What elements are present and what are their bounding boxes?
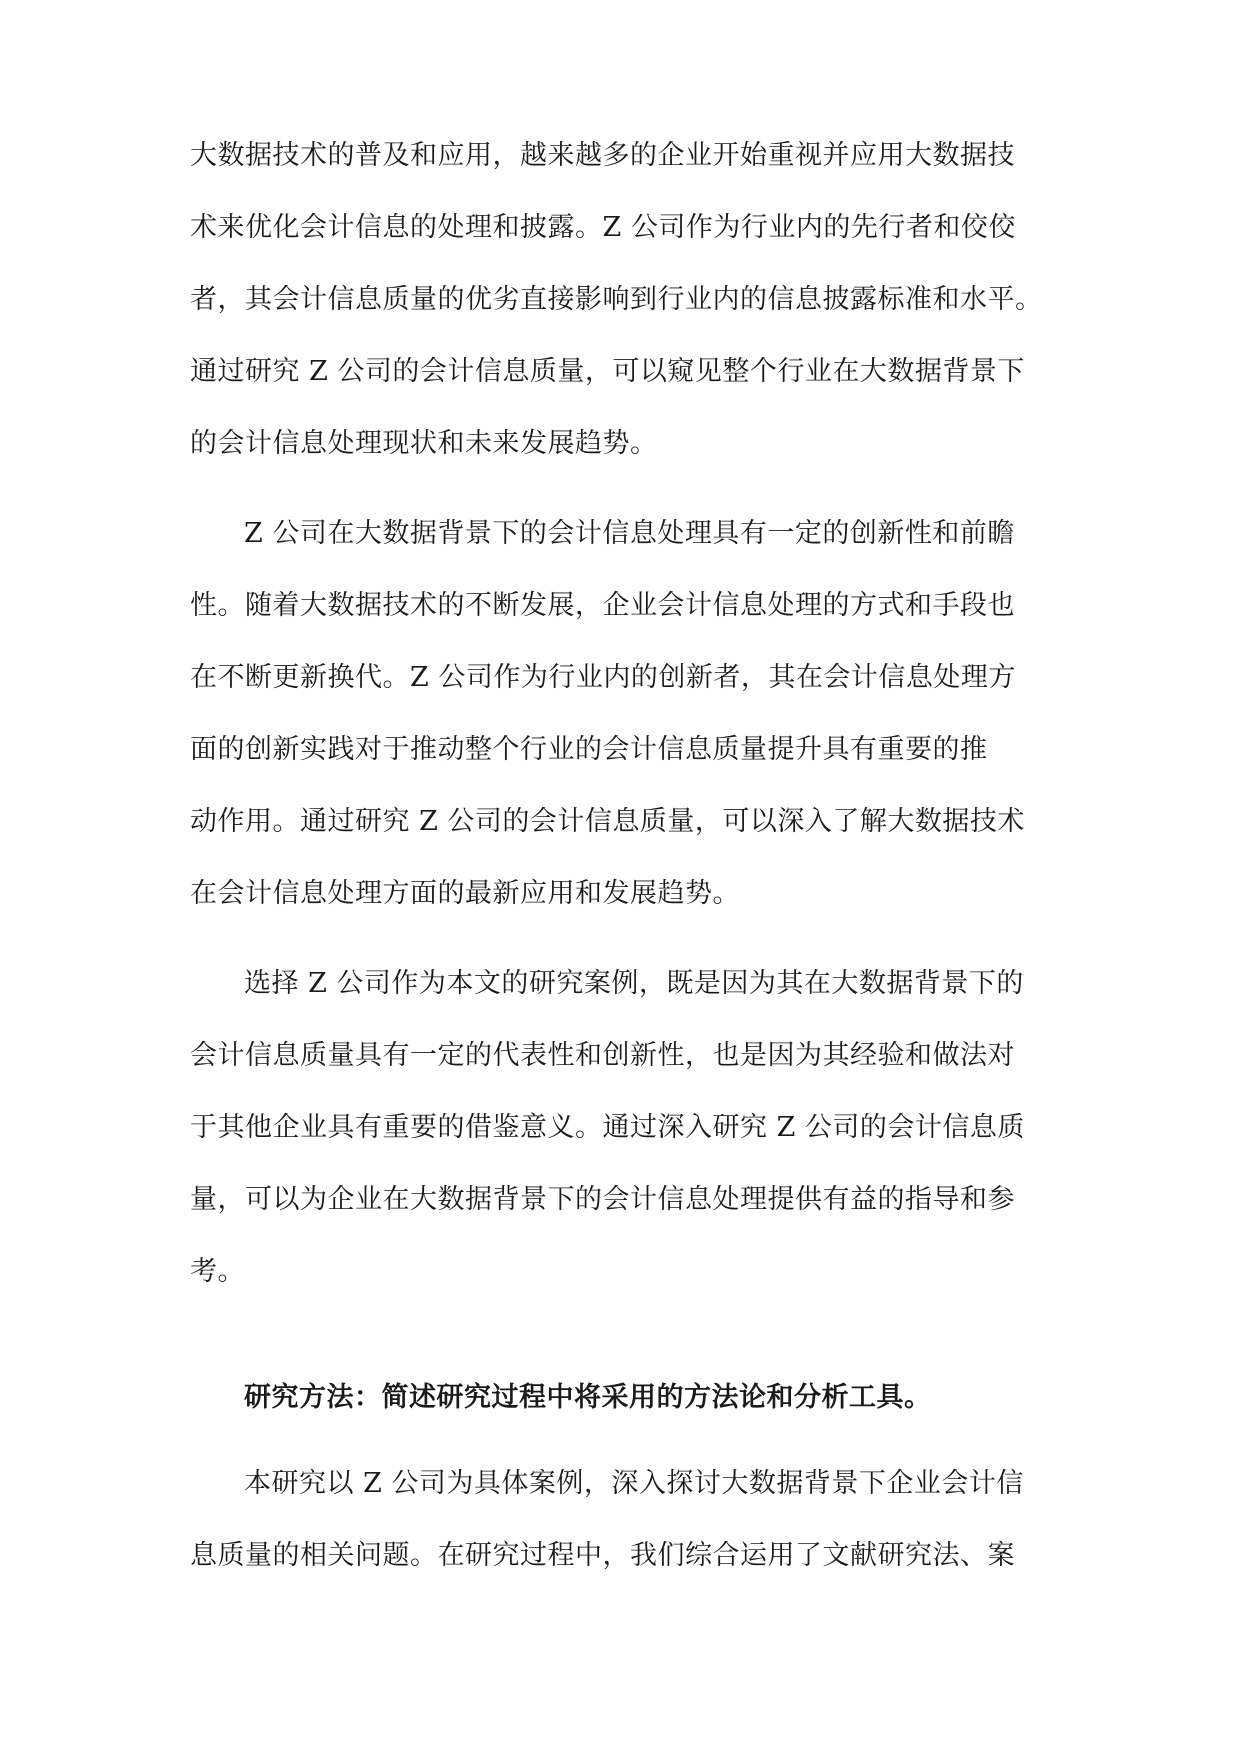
text-line: 面的创新实践对于推动整个行业的会计信息质量提升具有重要的推: [190, 734, 988, 765]
text-line: 通过研究 Z 公司的会计信息质量，可以窥见整个行业在大数据背景下: [190, 356, 1025, 387]
text-line: 本研究以 Z 公司为具体案例，深入探讨大数据背景下企业会计信: [244, 1468, 1024, 1499]
text-line: 者，其会计信息质量的优劣直接影响到行业内的信息披露标准和水平。: [190, 284, 1043, 315]
text-line: 选择 Z 公司作为本文的研究案例，既是因为其在大数据背景下的: [244, 968, 1024, 999]
text-line: 在不断更新换代。Z 公司作为行业内的创新者，其在会计信息处理方: [190, 662, 1016, 693]
text-line: 息质量的相关问题。在研究过程中，我们综合运用了文献研究法、案: [190, 1540, 1015, 1571]
text-line: 动作用。通过研究 Z 公司的会计信息质量，可以深入了解大数据技术: [190, 806, 1025, 837]
text-line: 的会计信息处理现状和未来发展趋势。: [190, 428, 658, 459]
text-line: 会计信息质量具有一定的代表性和创新性，也是因为其经验和做法对: [190, 1040, 1015, 1071]
section-heading: 研究方法：简述研究过程中将采用的方法论和分析工具。: [244, 1382, 932, 1413]
text-line: 大数据技术的普及和应用，越来越多的企业开始重视并应用大数据技: [190, 140, 1015, 171]
text-line: 性。随着大数据技术的不断发展，企业会计信息处理的方式和手段也: [190, 590, 1015, 621]
text-line: 在会计信息处理方面的最新应用和发展趋势。: [190, 878, 740, 909]
text-line: 考。: [190, 1256, 245, 1287]
text-line: Z 公司在大数据背景下的会计信息处理具有一定的创新性和前瞻: [244, 518, 1015, 549]
text-line: 于其他企业具有重要的借鉴意义。通过深入研究 Z 公司的会计信息质: [190, 1112, 1025, 1143]
text-line: 量，可以为企业在大数据背景下的会计信息处理提供有益的指导和参: [190, 1184, 1015, 1215]
text-line: 术来优化会计信息的处理和披露。Z 公司作为行业内的先行者和佼佼: [190, 212, 1016, 243]
